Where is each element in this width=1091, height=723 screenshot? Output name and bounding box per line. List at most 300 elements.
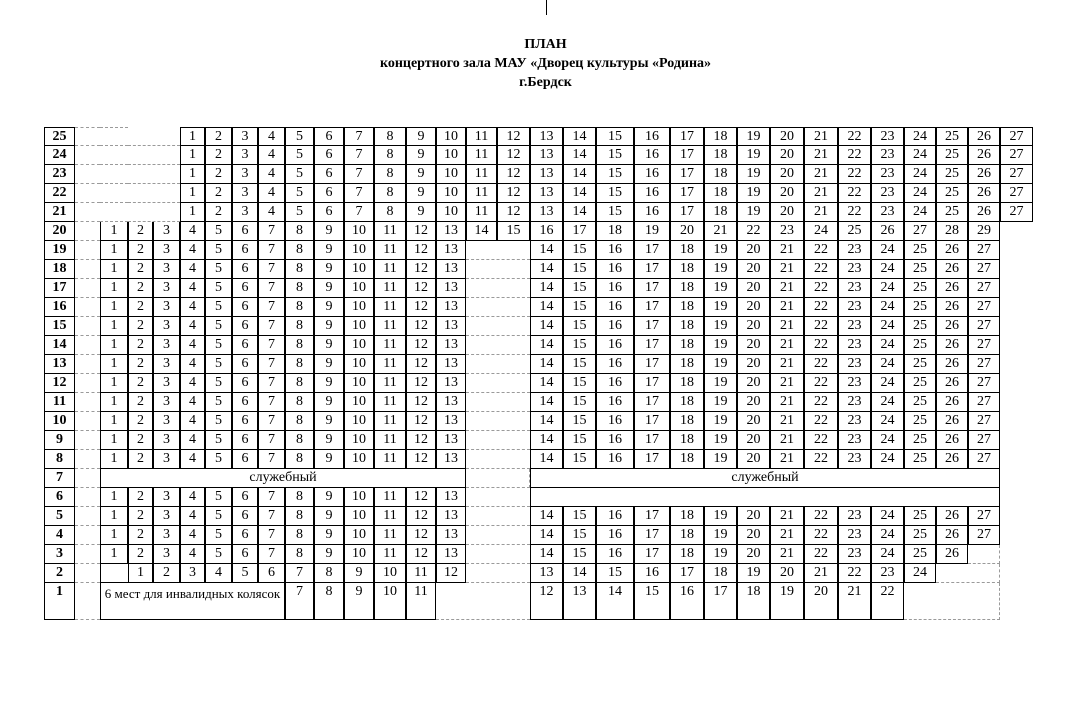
seat: 24	[871, 526, 904, 545]
seat: 2	[205, 146, 232, 165]
seat: 21	[770, 241, 804, 260]
seat: 25	[904, 450, 936, 469]
seat: 27	[1000, 127, 1033, 146]
seat: 16	[596, 412, 634, 431]
seat: 8	[285, 317, 314, 336]
empty-cell	[128, 203, 180, 222]
seat: 22	[804, 412, 838, 431]
seat: 14	[563, 127, 596, 146]
seat: 15	[596, 203, 634, 222]
seat: 2	[205, 184, 232, 203]
seat: 22	[838, 564, 871, 583]
seat: 13	[436, 526, 466, 545]
empty-cell	[75, 165, 100, 184]
seat: 22	[804, 298, 838, 317]
plan-title: ПЛАН	[524, 37, 567, 52]
seat: 5	[285, 165, 314, 184]
seat: 14	[530, 279, 563, 298]
seat: 20	[737, 412, 770, 431]
empty-cell	[75, 336, 100, 355]
seat: 23	[770, 222, 804, 241]
seat: 23	[838, 355, 871, 374]
seat: 3	[153, 336, 180, 355]
seat: 1	[128, 564, 153, 583]
seat: 5	[205, 298, 232, 317]
seat: 10	[374, 583, 406, 620]
seat: 19	[704, 412, 737, 431]
seat: 17	[634, 241, 670, 260]
seat: 24	[871, 241, 904, 260]
seat: 20	[737, 431, 770, 450]
seat: 12	[406, 488, 436, 507]
seat: 21	[770, 412, 804, 431]
seat: 22	[804, 507, 838, 526]
seat: 13	[436, 374, 466, 393]
seat: 2	[153, 564, 180, 583]
seat: 15	[563, 298, 596, 317]
seat: 7	[344, 184, 374, 203]
seat: 15	[563, 260, 596, 279]
seat: 12	[406, 260, 436, 279]
seat: 13	[563, 583, 596, 620]
seat: 9	[314, 222, 344, 241]
seat: 6	[232, 545, 258, 564]
seat: 15	[634, 583, 670, 620]
seat: 19	[737, 165, 770, 184]
seat: 12	[406, 222, 436, 241]
seat: 1	[100, 488, 128, 507]
seat: 15	[563, 412, 596, 431]
seat: 22	[737, 222, 770, 241]
seat: 27	[904, 222, 936, 241]
seat: 10	[436, 203, 466, 222]
seat: 21	[770, 279, 804, 298]
seat: 27	[968, 412, 1000, 431]
seat: 8	[285, 431, 314, 450]
seat: 1	[100, 507, 128, 526]
seat: 4	[180, 336, 205, 355]
plan-city: г.Бердск	[519, 75, 572, 90]
seat: 19	[704, 431, 737, 450]
seat: 5	[205, 412, 232, 431]
seat: 10	[344, 431, 374, 450]
empty-cell	[75, 317, 100, 336]
seat: 20	[737, 450, 770, 469]
seat: 4	[180, 222, 205, 241]
seat: 26	[968, 146, 1000, 165]
seat: 18	[670, 507, 704, 526]
seat: 22	[804, 450, 838, 469]
empty-cell	[75, 127, 100, 146]
seat: 10	[436, 184, 466, 203]
seat: 23	[838, 526, 871, 545]
seat: 7	[344, 127, 374, 146]
seat: 13	[530, 184, 563, 203]
seat: 19	[704, 374, 737, 393]
seat: 2	[205, 165, 232, 184]
seat: 26	[936, 507, 968, 526]
seat: 25	[904, 431, 936, 450]
seat: 15	[563, 431, 596, 450]
seat: 5	[205, 222, 232, 241]
seat: 26	[936, 393, 968, 412]
seat: 27	[968, 336, 1000, 355]
seat: 3	[153, 412, 180, 431]
seat: 3	[153, 431, 180, 450]
seat: 24	[871, 412, 904, 431]
seat: 16	[670, 583, 704, 620]
seat: 18	[670, 412, 704, 431]
seat: 22	[804, 241, 838, 260]
seat: 27	[968, 241, 1000, 260]
seat: 6	[232, 241, 258, 260]
seat: 12	[436, 564, 466, 583]
seat: 23	[871, 127, 904, 146]
seat: 2	[128, 279, 153, 298]
seat: 6	[314, 184, 344, 203]
seat: 17	[634, 526, 670, 545]
seat: 12	[406, 450, 436, 469]
seat: 11	[374, 545, 406, 564]
seat: 7	[344, 203, 374, 222]
seat: 6	[232, 355, 258, 374]
seat: 18	[670, 260, 704, 279]
seat: 5	[205, 241, 232, 260]
seat: 17	[634, 393, 670, 412]
seat: 20	[737, 298, 770, 317]
seat: 10	[344, 374, 374, 393]
seat: 17	[563, 222, 596, 241]
row-number: 8	[44, 450, 75, 469]
seat: 15	[596, 127, 634, 146]
seat: 1	[100, 279, 128, 298]
seat: 17	[634, 431, 670, 450]
seat: 20	[804, 583, 838, 620]
seat: 16	[634, 127, 670, 146]
seat: 12	[530, 583, 563, 620]
seat: 19	[704, 545, 737, 564]
seat: 9	[314, 260, 344, 279]
seat: 12	[406, 526, 436, 545]
empty-cell	[75, 583, 100, 620]
seat: 14	[596, 583, 634, 620]
seat: 14	[563, 203, 596, 222]
seat: 22	[804, 545, 838, 564]
seat: 24	[871, 393, 904, 412]
seat: 4	[180, 488, 205, 507]
seat: 15	[563, 545, 596, 564]
row-number: 20	[44, 222, 75, 241]
seat: 12	[497, 165, 530, 184]
seat: 13	[530, 146, 563, 165]
seat: 26	[968, 184, 1000, 203]
seat: 16	[596, 298, 634, 317]
seat: 9	[314, 279, 344, 298]
seat: 9	[406, 165, 436, 184]
seat: 10	[344, 507, 374, 526]
seat: 13	[436, 355, 466, 374]
seat: 19	[704, 355, 737, 374]
seat: 8	[285, 279, 314, 298]
seat: 14	[530, 450, 563, 469]
seat: 16	[596, 393, 634, 412]
seat: 14	[530, 336, 563, 355]
seat: 5	[285, 146, 314, 165]
seat: 21	[770, 374, 804, 393]
seat: 23	[871, 165, 904, 184]
seat: 22	[804, 393, 838, 412]
seat: 19	[737, 184, 770, 203]
seat: 19	[737, 564, 770, 583]
seat: 21	[770, 355, 804, 374]
seat: 11	[374, 241, 406, 260]
seat: 11	[374, 317, 406, 336]
seat: 15	[563, 450, 596, 469]
seat: 1	[100, 526, 128, 545]
seat: 16	[634, 165, 670, 184]
row-number: 23	[44, 165, 75, 184]
row-number: 3	[44, 545, 75, 564]
seat: 22	[838, 203, 871, 222]
seat: 15	[563, 393, 596, 412]
seat: 18	[670, 317, 704, 336]
seat: 17	[634, 374, 670, 393]
seat: 4	[180, 393, 205, 412]
seat: 14	[563, 184, 596, 203]
empty-cell	[100, 165, 128, 184]
seat: 9	[314, 412, 344, 431]
aisle-cell	[466, 279, 530, 298]
seat: 5	[285, 184, 314, 203]
seat: 26	[968, 203, 1000, 222]
seat: 11	[374, 298, 406, 317]
seat: 22	[838, 165, 871, 184]
seat: 24	[904, 127, 936, 146]
row-number: 1	[44, 583, 75, 620]
seat: 18	[670, 298, 704, 317]
seat: 24	[871, 507, 904, 526]
seat: 22	[838, 184, 871, 203]
seat: 1	[100, 545, 128, 564]
seat: 27	[1000, 146, 1033, 165]
seat: 12	[406, 298, 436, 317]
seat: 17	[634, 355, 670, 374]
seat: 3	[153, 393, 180, 412]
seat: 7	[258, 488, 285, 507]
seat: 17	[634, 298, 670, 317]
seat: 16	[596, 450, 634, 469]
seat: 6	[314, 203, 344, 222]
seat: 10	[344, 393, 374, 412]
row-number: 7	[44, 469, 75, 488]
seat: 14	[530, 298, 563, 317]
seat: 6	[232, 431, 258, 450]
seat: 26	[936, 431, 968, 450]
seat: 16	[530, 222, 563, 241]
seat: 12	[406, 393, 436, 412]
row-number: 16	[44, 298, 75, 317]
seat: 23	[838, 260, 871, 279]
seat: 21	[804, 203, 838, 222]
seat: 4	[180, 507, 205, 526]
aisle-cell	[436, 583, 530, 620]
seat: 6	[232, 260, 258, 279]
seat: 12	[406, 507, 436, 526]
seat: 26	[936, 412, 968, 431]
seat: 18	[670, 431, 704, 450]
seat: 7	[258, 279, 285, 298]
plan-subtitle: концертного зала МАУ «Дворец культуры «Родина»	[379, 56, 712, 71]
seat: 25	[904, 298, 936, 317]
seat: 10	[344, 222, 374, 241]
seat: 24	[871, 336, 904, 355]
seat: 6	[232, 507, 258, 526]
seat: 1	[100, 298, 128, 317]
seat: 1	[100, 431, 128, 450]
seat: 2	[128, 241, 153, 260]
seat: 23	[871, 564, 904, 583]
seat: 11	[466, 146, 497, 165]
seat: 11	[374, 374, 406, 393]
seat: 17	[634, 507, 670, 526]
seat: 20	[737, 374, 770, 393]
seat: 2	[128, 260, 153, 279]
seat: 10	[344, 526, 374, 545]
empty-cell	[75, 260, 100, 279]
seat: 5	[205, 450, 232, 469]
seat: 21	[770, 545, 804, 564]
seat: 14	[530, 355, 563, 374]
seat: 9	[314, 431, 344, 450]
seat: 4	[180, 298, 205, 317]
seat: 13	[436, 336, 466, 355]
seat: 12	[406, 431, 436, 450]
seat: 24	[804, 222, 838, 241]
seat: 8	[374, 165, 406, 184]
seat: 2	[128, 431, 153, 450]
seat: 2	[128, 298, 153, 317]
seat: 18	[704, 146, 737, 165]
aisle-cell	[466, 450, 530, 469]
seat: 10	[344, 488, 374, 507]
seat: 5	[205, 317, 232, 336]
seat: 6	[232, 374, 258, 393]
seat: 24	[871, 279, 904, 298]
seat: 23	[838, 412, 871, 431]
seat: 19	[704, 260, 737, 279]
seat: 16	[596, 507, 634, 526]
empty-cell	[100, 127, 128, 146]
empty-cell	[75, 545, 100, 564]
seat: 4	[258, 203, 285, 222]
seat: 8	[374, 203, 406, 222]
seat: 5	[285, 203, 314, 222]
aisle-cell	[466, 393, 530, 412]
row-number: 10	[44, 412, 75, 431]
seat: 16	[596, 431, 634, 450]
seat: 18	[704, 165, 737, 184]
empty-cell	[128, 146, 180, 165]
seat: 23	[838, 393, 871, 412]
seat: 11	[406, 564, 436, 583]
seat: 3	[232, 203, 258, 222]
seat: 1	[100, 412, 128, 431]
seat: 8	[314, 564, 344, 583]
seat: 14	[530, 412, 563, 431]
row-number: 5	[44, 507, 75, 526]
seat: 15	[596, 146, 634, 165]
seat: 2	[128, 222, 153, 241]
seat: 3	[153, 355, 180, 374]
seat: 13	[436, 317, 466, 336]
seat: 2	[205, 203, 232, 222]
seat: 26	[936, 336, 968, 355]
seat: 24	[904, 165, 936, 184]
seat: 24	[904, 184, 936, 203]
seat: 10	[344, 317, 374, 336]
seat: 5	[205, 355, 232, 374]
seat: 6	[232, 393, 258, 412]
seat: 22	[804, 336, 838, 355]
seat: 3	[180, 564, 205, 583]
seat: 3	[153, 450, 180, 469]
seat: 24	[871, 431, 904, 450]
seat: 19	[704, 336, 737, 355]
seat: 23	[838, 545, 871, 564]
seat: 4	[180, 317, 205, 336]
empty-cell	[128, 184, 180, 203]
seat: 24	[904, 146, 936, 165]
seat: 4	[180, 355, 205, 374]
seat: 5	[205, 545, 232, 564]
seat: 12	[406, 279, 436, 298]
aisle-cell	[466, 526, 530, 545]
seat: 12	[406, 412, 436, 431]
seat: 4	[180, 431, 205, 450]
seat: 24	[871, 450, 904, 469]
seat: 16	[596, 241, 634, 260]
seat: 7	[258, 355, 285, 374]
empty-cell	[75, 412, 100, 431]
seat: 19	[704, 526, 737, 545]
seat: 8	[285, 355, 314, 374]
seat: 13	[436, 241, 466, 260]
row-number: 25	[44, 127, 75, 146]
seat: 25	[838, 222, 871, 241]
seat: 12	[406, 355, 436, 374]
seat: 11	[374, 526, 406, 545]
seat: 15	[596, 564, 634, 583]
seat: 24	[871, 298, 904, 317]
empty-cell	[75, 241, 100, 260]
seat: 7	[258, 450, 285, 469]
aisle-cell	[466, 336, 530, 355]
seat: 17	[634, 450, 670, 469]
seat: 3	[153, 298, 180, 317]
seat: 8	[285, 412, 314, 431]
seat: 4	[180, 241, 205, 260]
seat: 19	[704, 450, 737, 469]
seat: 4	[180, 412, 205, 431]
seat: 2	[128, 526, 153, 545]
seat: 13	[530, 127, 563, 146]
seat: 24	[871, 317, 904, 336]
seat: 26	[936, 260, 968, 279]
seat: 17	[670, 203, 704, 222]
seat: 4	[258, 127, 285, 146]
seat: 20	[737, 260, 770, 279]
seat: 17	[670, 146, 704, 165]
